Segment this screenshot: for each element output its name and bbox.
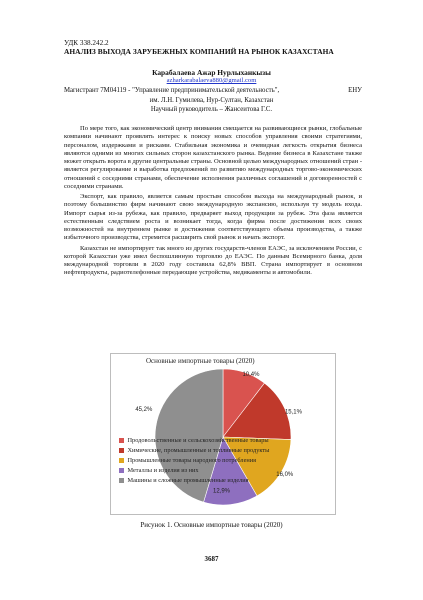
pie-label-5: 45,2% [135,406,153,413]
legend-swatch-3 [119,458,124,463]
affiliation-university: ЕНУ [348,87,362,94]
legend-swatch-4 [119,468,124,473]
body-paragraph-2: Экспорт, как правило, является самым простым способом выхода на международный рынок, и поэтому большинство фирм начинают свою международную экспансию, используя ту модель входа. Импорт сырья из-за рубежа, как правило, предваряет выход продукции за рубеж. Эта фаза является естественным следствием роста и возникает тогда, когда фирма после достижения всех своих возможностей на внутреннем рынке и достижения соответствующего объема производства, а также избыточного производства, стремится расширить свой рынок и начать экспорт. [64,193,362,242]
legend-swatch-2 [119,448,124,453]
pie-label-2: 15,1% [284,409,302,416]
figure-caption: Рисунок 1. Основные импортные товары (2020) [140,521,283,529]
pie-label-3: 16,0% [276,471,294,478]
pie-label-4: 12,9% [212,488,231,495]
legend-item-3 [119,456,256,465]
article-body [64,125,362,280]
body-paragraph-1: По мере того, как экономический центр внимания смещается на развивающиеся рынки, глобальные компании начинают проявлять интерес к поиску новых способов управления своими стратегиями, персоналом, издержками и рисками. Стабильная экономика и очевидная легкость открытия бизнеса являются одними из многих сильных сторон казахстанского рынка. Ведение бизнеса в Казахстане также может открыть ворота в другие центральные страны. Основной целью международных отношений стран - является регулирование и выработка предложений по развитию международных торгово-экономических отношений с соседними странами, обеспечение исполнения различных соглашений и договоренностей с соседними странами. [64,125,362,190]
legend-item-4 [119,466,199,475]
author-email-link[interactable]: azharkarabalaeva880@gmail.com [166,77,257,84]
legend-swatch-1 [119,438,124,443]
pie-chart-frame [110,353,336,515]
affiliation-location: им. Л.Н. Гумилева, Нур-Султан, Казахстан [149,97,274,104]
chart-title: Основные импортные товары (2020) [146,357,255,365]
legend-item-5 [119,476,249,485]
page-number: 3687 [204,555,219,563]
article-title: АНАЛИЗ ВЫХОДА ЗАРУБЕЖНЫХ КОМПАНИЙ НА РЫНОК КАЗАХСТАНА [64,47,334,56]
legend-label-4: Металлы и изделия из них [127,467,199,474]
legend-label-2: Химические, промышленные и топливные продукты [127,447,270,454]
pie-chart [111,354,335,514]
legend-item-2 [119,446,269,455]
body-paragraph-3: Казахстан не импортирует так много из других государств-членов ЕАЭС, за исключением России, с которой Казахстан уже имел беспошлинную торговлю до ЕАЭС. По данным Всемирного банка, доля международной торговли в 2020 году составила 62,8% ВВП. Страна импортирует в основном нефтепродукты, радиотелефонные передающие устройства, медикаменты и автомобили. [64,244,362,277]
pie-label-1: 10,4% [242,372,260,379]
legend-label-5: Машины и сложные промышленные изделия [127,477,249,484]
affiliation-program: Магистрант 7M04119 - "Управление предпринимательской деятельность", [64,87,280,94]
author-name: Карабалаева Ажар Нурлыханкызы [152,68,271,77]
supervisor-line: Научный руководитель – Жансеитова Г.С. [150,106,273,113]
legend-item-1 [119,436,269,445]
legend-label-3: Промышленные товары народного потребления [127,457,256,464]
legend-swatch-5 [119,478,124,483]
legend-label-1: Продовольственные и сельскохозяйственные товары [127,437,269,444]
udk-code: УДК 338.242.2 [64,39,109,47]
